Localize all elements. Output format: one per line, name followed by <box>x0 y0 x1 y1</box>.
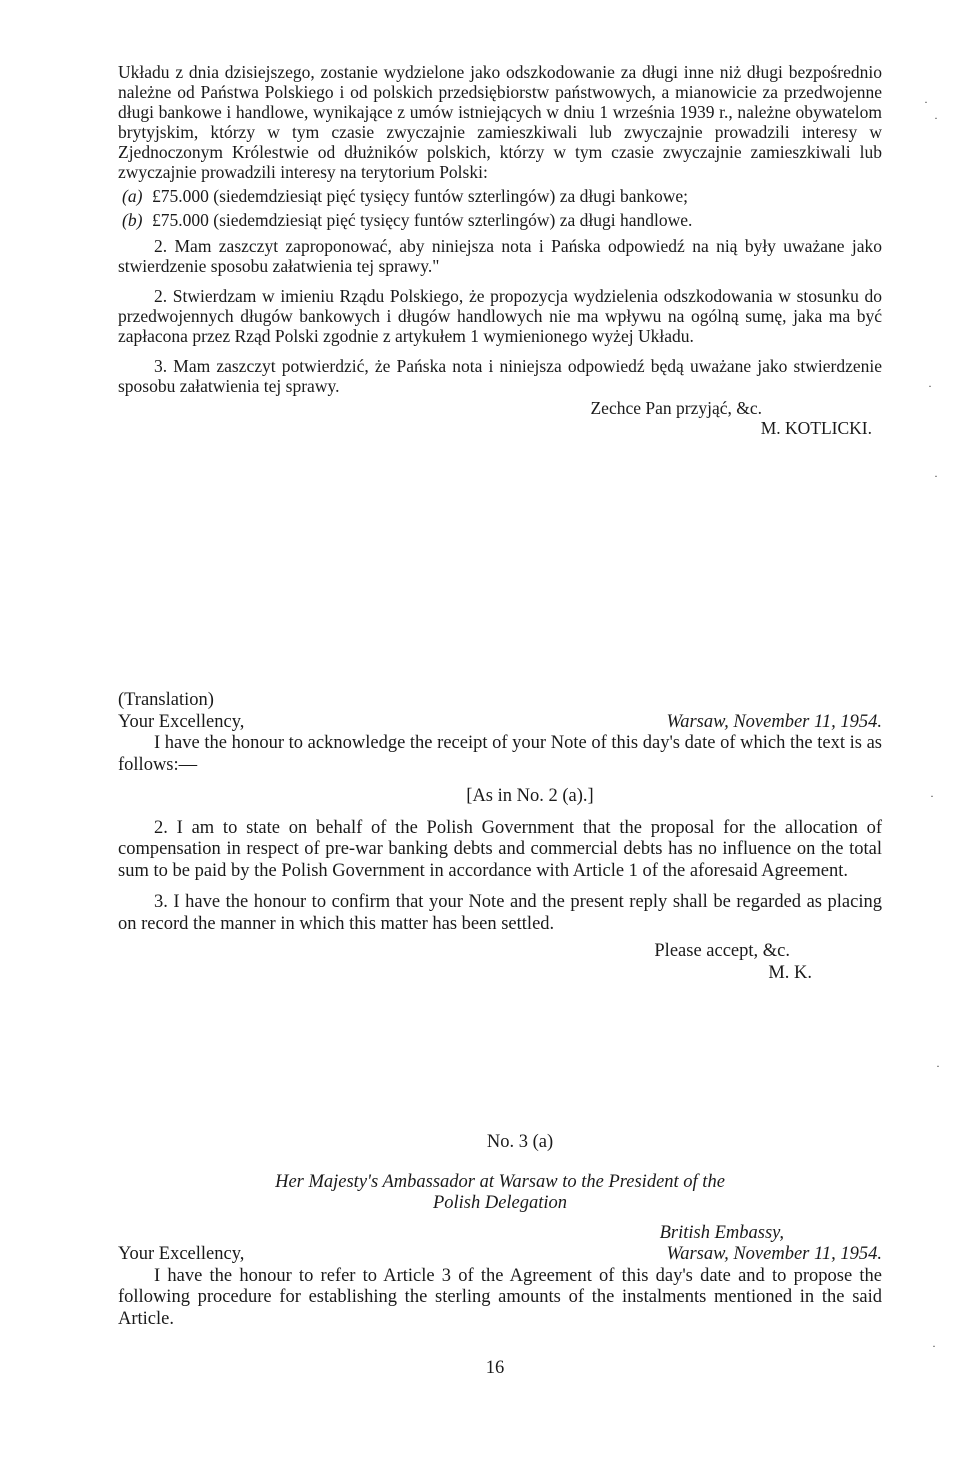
polish-closing: Zechce Pan przyjąć, &c. <box>590 398 762 418</box>
translation-section <box>118 690 882 984</box>
polish-quoted-paragraph-2: 2. Mam zaszczyt zaproponować, aby niniejsza nota i Pańska odpowiedź na nią były uważane jako stwierdzenie sposobu załatwienia tej sprawy." <box>118 236 882 276</box>
scan-speck: · <box>936 1059 940 1073</box>
polish-paragraph-3: 3. Mam zaszczyt potwierdzić, że Pańska nota i niniejsza odpowiedź będą uważane jako stwierdzenie sposobu załatwienia tej sprawy. <box>118 356 882 396</box>
page-number: 16 <box>485 1358 505 1378</box>
list-text: £75.000 (siedemdziesiąt pięć tysięcy funtów szterlingów) za długi bankowe; <box>152 186 689 206</box>
scan-speck: · <box>930 789 934 803</box>
translation-salutation: Your Excellency, <box>118 711 245 732</box>
translation-paragraph-3: 3. I have the honour to confirm that your Note and the present reply shall be regarded as placing on record the manner in which this matter has been settled. <box>118 892 882 934</box>
polish-paragraph-2: 2. Stwierdzam w imieniu Rządu Polskiego, że propozycja wydzielenia odszkodowania w stosunku do przedwojennych długów bankowych i długów handlowych nie ma wpływu na ogólną sumę, jaka ma być zapłacona przez Rząd Polski zgodnie z artykułem 1 wymienionego wyżej Układu. <box>118 286 882 346</box>
note-sender: British Embassy, <box>659 1222 784 1243</box>
translation-signature: M. K. <box>768 962 812 983</box>
list-item-b <box>118 210 882 230</box>
note-salutation-row <box>118 1244 882 1266</box>
list-label: (a) <box>122 186 143 206</box>
note-title-line-2: Polish Delegation <box>432 1193 568 1213</box>
note-salutation: Your Excellency, <box>118 1244 245 1264</box>
translation-closing: Please accept, &c. <box>654 941 790 961</box>
translation-salutation-row <box>118 712 882 734</box>
note-title-line-1: Her Majesty's Ambassador at Warsaw to the President of the <box>275 1171 725 1192</box>
scan-speck: · <box>934 111 938 125</box>
scan-speck: · <box>932 1339 936 1353</box>
translation-paragraph-2: 2. I am to state on behalf of the Polish Government that the proposal for the allocation of compensation in respect of pre-war banking debts and commercial debts has no influence on the total sum to be paid by the Polish Government in accordance with Article 1 of the aforesaid Agreement. <box>118 817 882 881</box>
list-text: £75.000 (siedemdziesiąt pięć tysięcy funtów szterlingów) za długi handlowe. <box>152 210 693 230</box>
scan-speck: · <box>928 379 932 393</box>
translation-reference: [As in No. 2 (a).] <box>466 786 594 806</box>
note-place-date: Warsaw, November 11, 1954. <box>666 1244 882 1264</box>
translation-heading: (Translation) <box>118 690 214 710</box>
polish-signature: M. KOTLICKI. <box>760 418 872 438</box>
scan-speck: · <box>934 469 938 483</box>
translation-paragraph-1: I have the honour to acknowledge the receipt of your Note of this day's date of which the text is as follows:— <box>118 733 882 775</box>
list-label: (b) <box>122 210 143 230</box>
note-3a-section <box>118 1132 882 1330</box>
note-number: No. 3 (a) <box>486 1132 554 1152</box>
polish-intro-paragraph: Układu z dnia dzisiejszego, zostanie wydzielone jako odszkodowanie za długi inne niż długi bezpośrednio należne od Państwa Polskiego i od polskich przedsiębiorstw państwowych, a mianowicie za przedwojenne długi bankowe i handlowe, wynikające z umów istniejących w dniu 1 września 1939 r., należne obywatelom brytyjskim, którzy w tym czasie zwyczajnie zamieszkiwali lub zwyczajnie prowadzili interesy w Zjednoczonym Królestwie od dłużników polskich, którzy w tym czasie zwyczajnie zamieszkiwali lub zwyczajnie prowadzili interesy na terytorium Polski: <box>118 62 882 182</box>
note-paragraph-1: I have the honour to refer to Article 3 of the Agreement of this day's date and to propose the following procedure for establishing the sterling amounts of the instalments mentioned in the said Article. <box>118 1265 882 1329</box>
polish-section <box>118 62 882 438</box>
scan-speck: · <box>924 95 928 109</box>
translation-place-date: Warsaw, November 11, 1954. <box>666 711 882 732</box>
list-item-a <box>118 186 882 206</box>
